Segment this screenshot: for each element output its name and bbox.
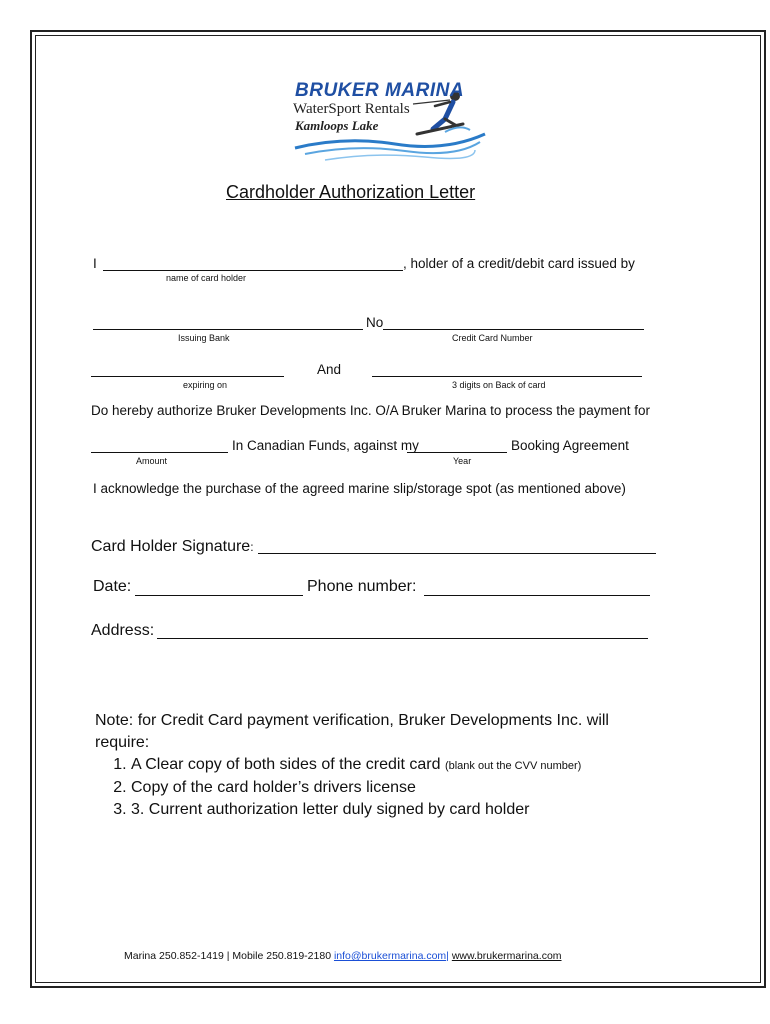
address-field[interactable] [157,638,648,639]
authorization-statement: Do hereby authorize Bruker Developments Inc. O/A Bruker Marina to process the payment for [91,403,651,418]
date-field[interactable] [135,595,303,596]
logo-brand: BRUKER MARINA [295,80,465,101]
logo-subtitle: WaterSport Rentals [293,101,410,117]
booking-agreement-text: Booking Agreement [511,438,629,453]
issuing-bank-label: Issuing Bank [178,333,230,343]
requirement-text: Copy of the card holder’s drivers license [131,779,416,796]
page-border-inner [35,35,761,983]
expiry-date-field[interactable] [91,376,284,377]
page-title: Cardholder Authorization Letter [226,182,476,202]
date-label: Date: [93,578,132,595]
requirements-list [91,754,651,821]
cvv-label: 3 digits on Back of card [452,380,546,390]
amount-field[interactable] [91,452,228,453]
signature-field[interactable] [258,553,656,554]
year-label: Year [453,456,472,466]
card-number-prefix: No [366,315,384,330]
credit-card-number-label: Credit Card Number [452,333,533,343]
footer-phone-numbers: Marina 250.852-1419 | Mobile 250.819-2180 [124,950,332,962]
requirement-item [131,754,651,777]
signature-colon: : [250,540,254,554]
card-holder-name-label: name of card holder [166,273,247,283]
credit-card-number-field[interactable] [383,329,644,330]
cvv-note: (blank out the CVV number) [444,760,582,772]
footer-website-link[interactable]: www.brukermarina.com [451,950,562,962]
booking-year-field[interactable] [407,452,507,453]
and-label: And [317,362,342,377]
cvv-field[interactable] [372,376,642,377]
row1-suffix: , holder of a credit/debit card issued by [403,256,635,271]
phone-field[interactable] [424,595,650,596]
footer-contact [124,950,562,962]
amount-label: Amount [136,456,168,466]
company-logo [285,74,490,164]
requirement-item [131,777,651,799]
note-section [91,710,651,821]
note-intro: Note: for Credit Card payment verification, Bruker Developments Inc. will require: [95,712,609,751]
canadian-funds-text: In Canadian Funds, against my [232,438,419,453]
expiry-date-label: expiring on [183,380,228,390]
row1-prefix: I [93,256,97,271]
phone-label: Phone number: [307,578,417,595]
requirement-text: 3. Current authorization letter duly signed by card holder [131,801,530,818]
issuing-bank-field[interactable] [93,329,363,330]
footer-separator: | [446,950,449,962]
card-holder-name-field[interactable] [103,270,403,271]
address-label: Address: [91,622,155,639]
requirement-text: A Clear copy of both sides of the credit card [131,756,441,773]
footer-email-link[interactable]: info@brukermarina.com [333,950,447,962]
logo-location: Kamloops Lake [295,118,379,133]
acknowledgement-statement: I acknowledge the purchase of the agreed marine slip/storage spot (as mentioned above) [93,481,626,496]
requirement-item [131,799,651,821]
signature-label-text: Card Holder Signature [91,538,251,555]
signature-label [91,538,254,556]
